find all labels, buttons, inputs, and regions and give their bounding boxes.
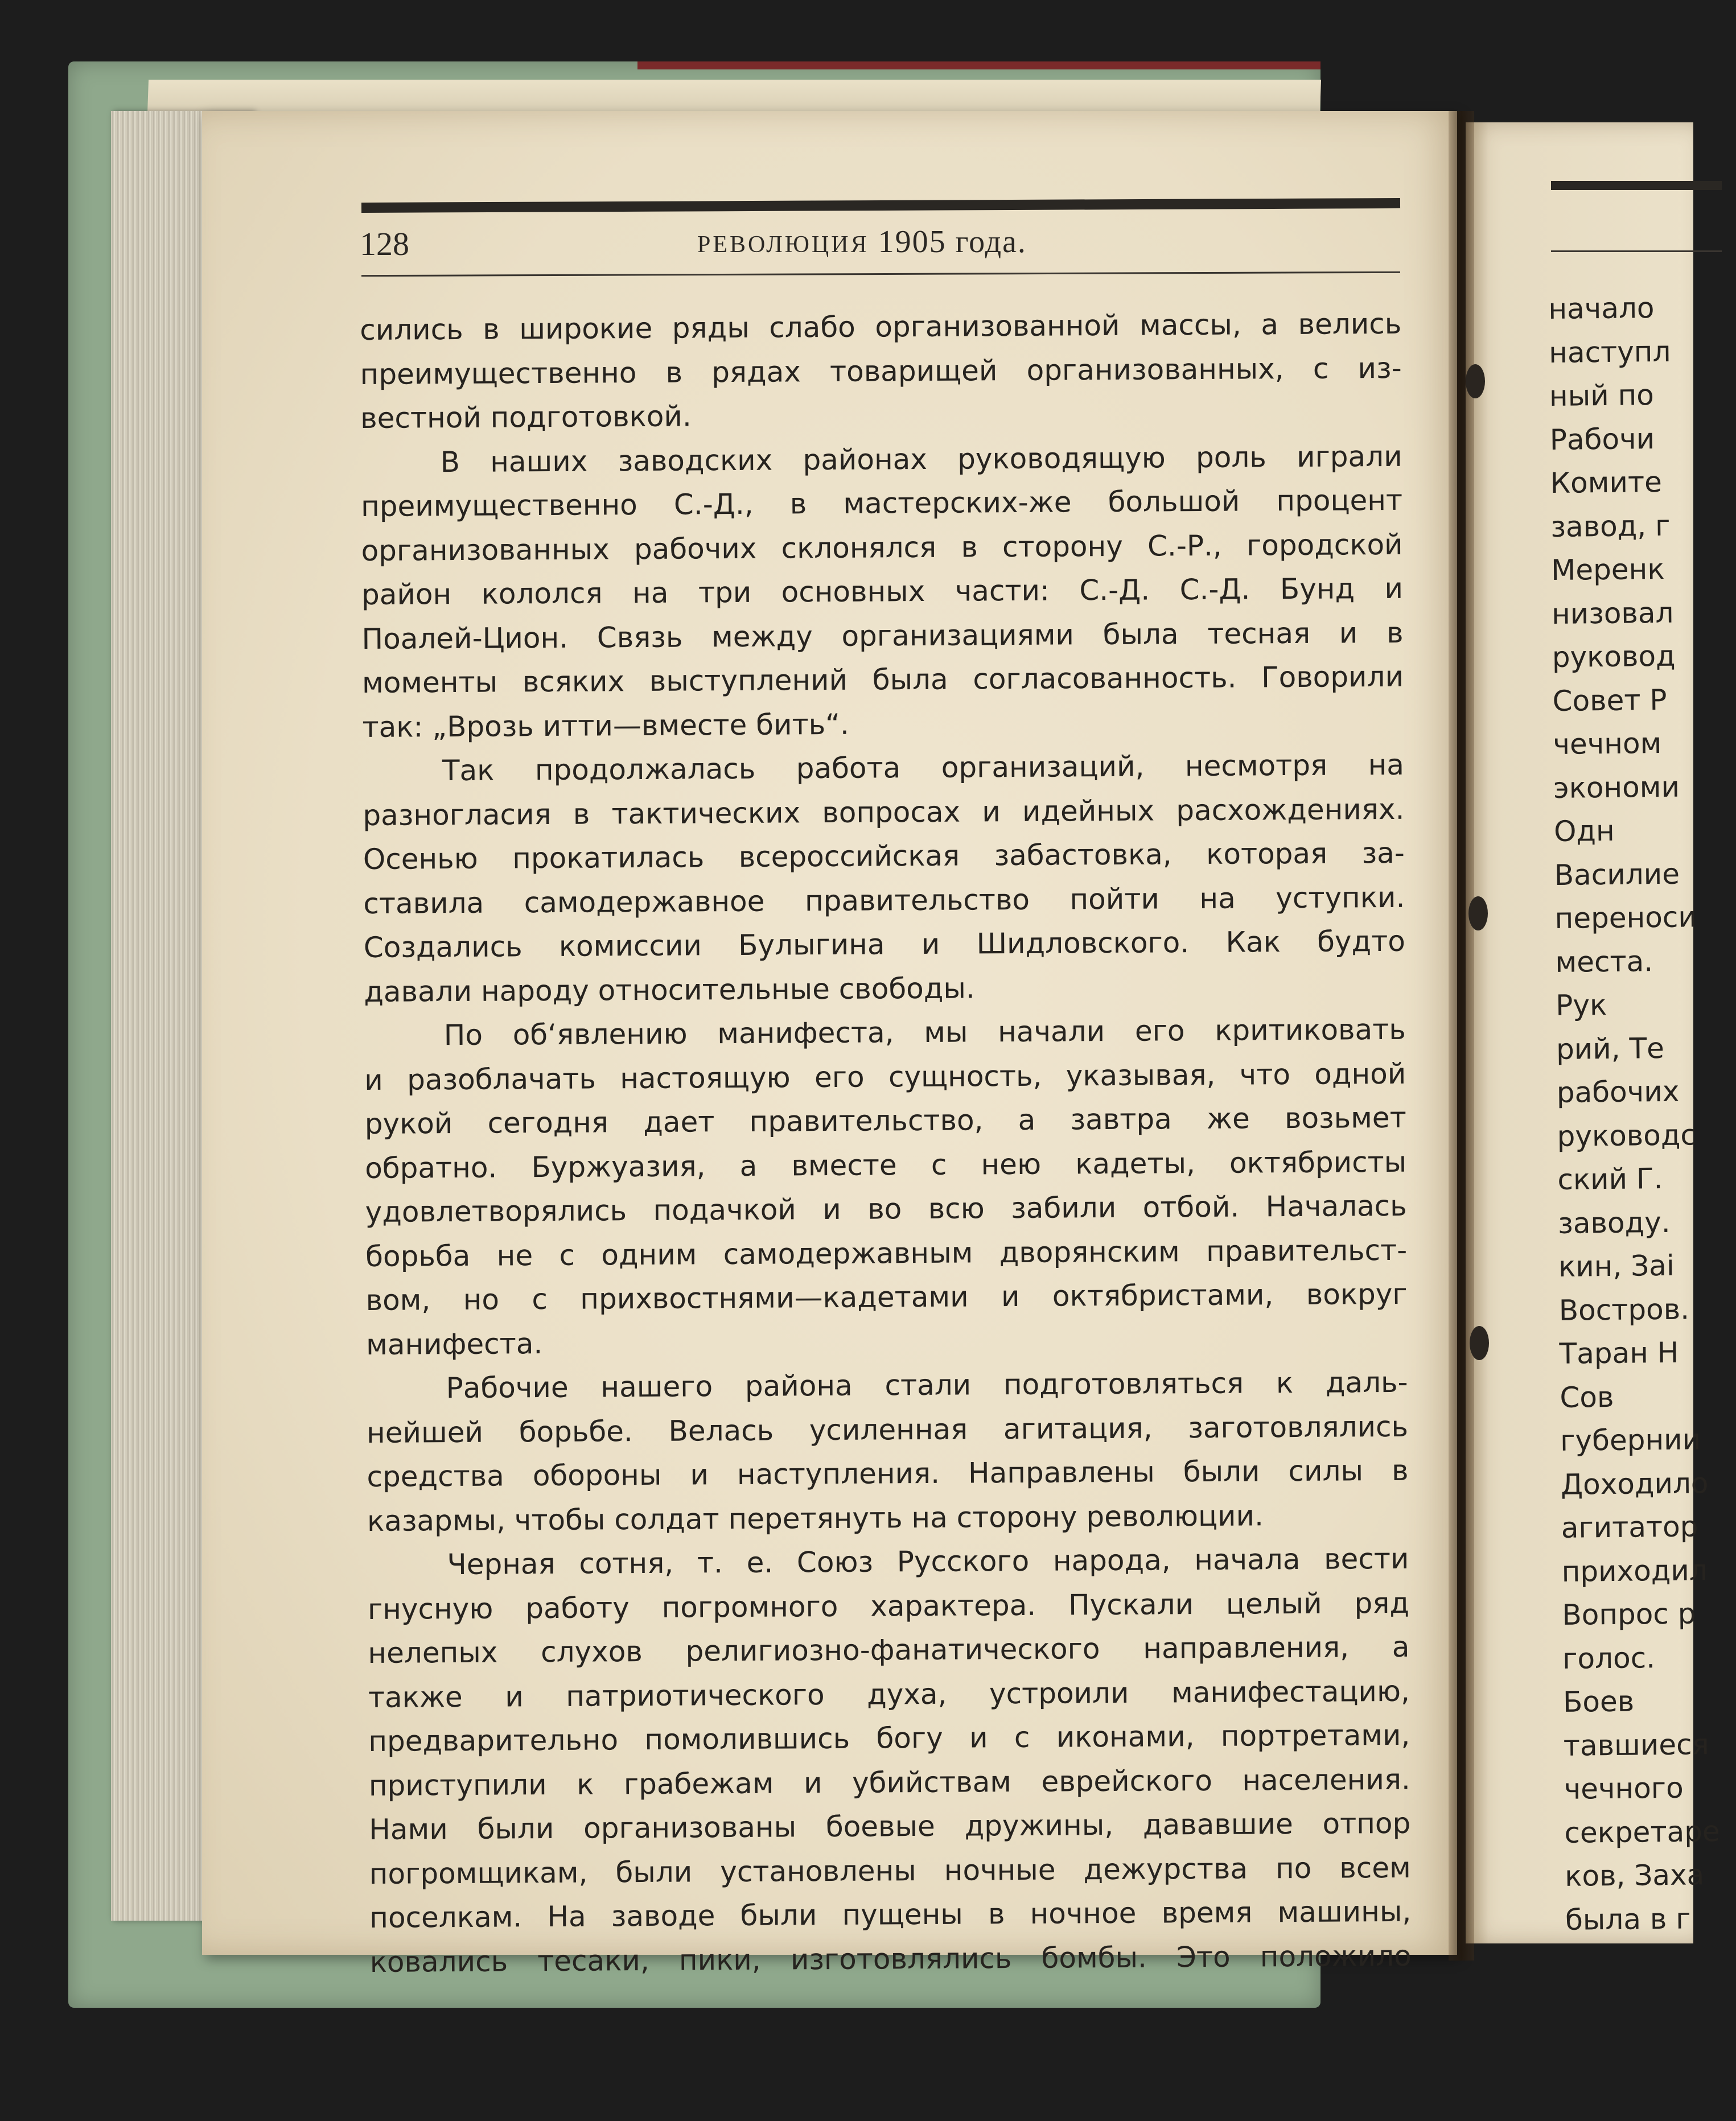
text-line: Так продолжалась работа организаций, несмотря на — [442, 748, 1405, 788]
text-line: преимущественно С.-Д., в мастерских-же большой процент — [360, 483, 1403, 523]
right-page-thick-rule — [1551, 181, 1722, 190]
right-page-text-line: Рук — [1555, 988, 1607, 1022]
text-line: погромщикам, были установлены ночные дежурства по всем — [369, 1851, 1411, 1891]
right-page-text-line: рабочих — [1556, 1074, 1680, 1109]
page-tear-mark — [1470, 1326, 1489, 1360]
right-page-text-line: Одн — [1553, 814, 1615, 848]
text-line: В наших заводских районах руководящую роль играли — [440, 439, 1402, 479]
right-page-text-line: Востров. — [1558, 1292, 1690, 1327]
text-line: гнусную работу погромного характера. Пускали целый ряд — [367, 1586, 1410, 1626]
text-line: Осенью прокатилась всероссийская забастовка, которая за- — [363, 836, 1405, 876]
text-line: так: „Врозь итти—вместе бить“. — [362, 707, 850, 744]
right-page-text-line: тавшиеся — [1563, 1727, 1709, 1762]
right-page-text-line: Сов — [1560, 1380, 1614, 1414]
right-page-text-line: ков, Заха — [1564, 1858, 1705, 1893]
right-page-text-line: завод, г — [1550, 509, 1671, 543]
right-page-text-line: Боев — [1562, 1685, 1635, 1719]
text-line: также и патриотического духа, устроили манифестацию, — [368, 1674, 1410, 1714]
text-line: поселкам. На заводе были пущены в ночное время машины, — [369, 1895, 1412, 1934]
right-page-text-line: Рабочи — [1549, 422, 1655, 456]
running-head-year: 1905 года. — [869, 224, 1027, 260]
right-page-text-line: чечного — [1564, 1771, 1684, 1806]
right-page-text-line: заводу. — [1557, 1205, 1671, 1240]
right-page-text-line: экономи — [1553, 770, 1680, 805]
right-page-text-line: Василие — [1554, 857, 1680, 892]
text-line: преимущественно в рядах товарищей организованных, с из- — [360, 351, 1402, 391]
page-tear-mark — [1466, 364, 1485, 398]
right-page-text-line: Вопрос р — [1562, 1597, 1696, 1632]
text-line: и разоблачать настоящую его сущность, указывая, что одной — [364, 1057, 1406, 1097]
text-line: разногласия в тактических вопросах и идейных расхождениях. — [363, 792, 1405, 832]
right-page-text-line: кин, Заі — [1558, 1249, 1675, 1283]
right-page-text-line: ный по — [1549, 378, 1655, 413]
text-line: рукой сегодня дает правительство, а завтра же возьмет — [364, 1101, 1406, 1140]
text-line: организованных рабочих склонялся в сторону С.-Р., городской — [361, 528, 1403, 567]
text-line: приступили к грабежам и убийствам еврейского населения. — [368, 1762, 1410, 1802]
text-line: средства обороны и наступления. Направлены были силы в — [367, 1453, 1409, 1493]
text-line: Поалей-Цион. Связь между организациями была тесная и в — [361, 616, 1404, 656]
text-line: вом, но с прихвостнями—кадетами и октябристами, вокруг — [365, 1277, 1408, 1317]
running-head — [697, 224, 1027, 260]
right-page-text-line: секретаре — [1564, 1814, 1720, 1850]
right-page-text-line: Комите — [1550, 465, 1663, 500]
right-page-text-line: приходил — [1561, 1553, 1708, 1588]
right-page-text-line: чечном — [1553, 726, 1662, 761]
text-line: предварительно помолившись богу и с иконами, портретами, — [368, 1718, 1410, 1758]
right-page-thin-rule — [1551, 250, 1722, 252]
text-line: По об‘явлению манифеста, мы начали его критиковать — [443, 1012, 1406, 1052]
right-page-text-line: начало — [1548, 291, 1655, 326]
spine-edge — [637, 61, 1320, 69]
page-number: 128 — [360, 225, 409, 262]
page-block-top-edge — [147, 80, 1321, 114]
text-line: моменты всяких выступлений была согласованность. Говорили — [361, 660, 1404, 699]
text-line: район кололся на три основных части: С.-Д. С.-Д. Бунд и — [361, 571, 1404, 611]
right-page-text-line: рий, Те — [1556, 1031, 1665, 1066]
right-page-text-line: низовал — [1551, 596, 1674, 631]
text-line: манифеста. — [365, 1327, 543, 1361]
right-page-body-text — [1548, 286, 1736, 1942]
right-page-text-line: руководс — [1557, 1118, 1697, 1153]
text-line: давали народу относительные свободы. — [364, 971, 975, 1008]
right-page-text-line: Совет Р — [1552, 683, 1667, 718]
right-page-text-line: губернии — [1560, 1423, 1701, 1457]
text-line: удовлетворялись подачкой и во всю забили отбой. Началась — [365, 1189, 1407, 1229]
text-line: Создались комиссии Булыгина и Шидловского. Как будто — [363, 924, 1406, 964]
text-line: нейшей борьбе. Велась усиленная агитация, заготовлялись — [366, 1410, 1409, 1449]
right-page-text-line: переноси — [1554, 900, 1697, 935]
text-line: Рабочие нашего района стали подготовляться к даль- — [446, 1365, 1408, 1405]
right-page-text-line: руковод — [1552, 639, 1676, 674]
running-head-title: РЕВОЛЮЦИЯ — [697, 232, 869, 258]
text-line: Нами были организованы боевые дружины, дававшие отпор — [369, 1806, 1411, 1846]
text-line: сились в широкие ряды слабо организованной массы, а велись — [360, 307, 1402, 347]
right-page-text-line: агитатор — [1561, 1510, 1698, 1545]
right-page-text-line: была в г — [1565, 1902, 1691, 1937]
right-page-text-line: Таран Н — [1559, 1336, 1679, 1370]
right-page-text-line: наступл — [1548, 335, 1671, 369]
text-line: обратно. Буржуазия, а вместе с нею кадеты, октябристы — [365, 1145, 1407, 1185]
text-line: вестной подготовкой. — [360, 400, 692, 435]
right-page-text-line: Меренк — [1550, 552, 1665, 587]
right-page-text-line: Доходило — [1560, 1466, 1709, 1501]
right-page-text-line: места. — [1555, 944, 1653, 979]
text-line: ковались тесаки, пики, изготовлялись бомбы. Это положило — [369, 1939, 1412, 1979]
left-page-body-text — [360, 302, 1412, 1984]
page-tear-mark — [1468, 896, 1488, 930]
right-page-text-line: ский Г. — [1557, 1162, 1663, 1196]
text-line: борьба не с одним самодержавным дворянским правительст- — [365, 1233, 1408, 1273]
text-line: ставила самодержавное правительство пойти на уступки. — [363, 880, 1405, 920]
text-line: нелепых слухов религиозно-фанатического направления, а — [368, 1630, 1410, 1670]
right-page-text-line: голос. — [1562, 1641, 1656, 1675]
text-line: Черная сотня, т. е. Союз Русского народа, начала вести — [447, 1542, 1409, 1582]
text-line: казармы, чтобы солдат перетянуть на сторону революции. — [367, 1498, 1264, 1538]
